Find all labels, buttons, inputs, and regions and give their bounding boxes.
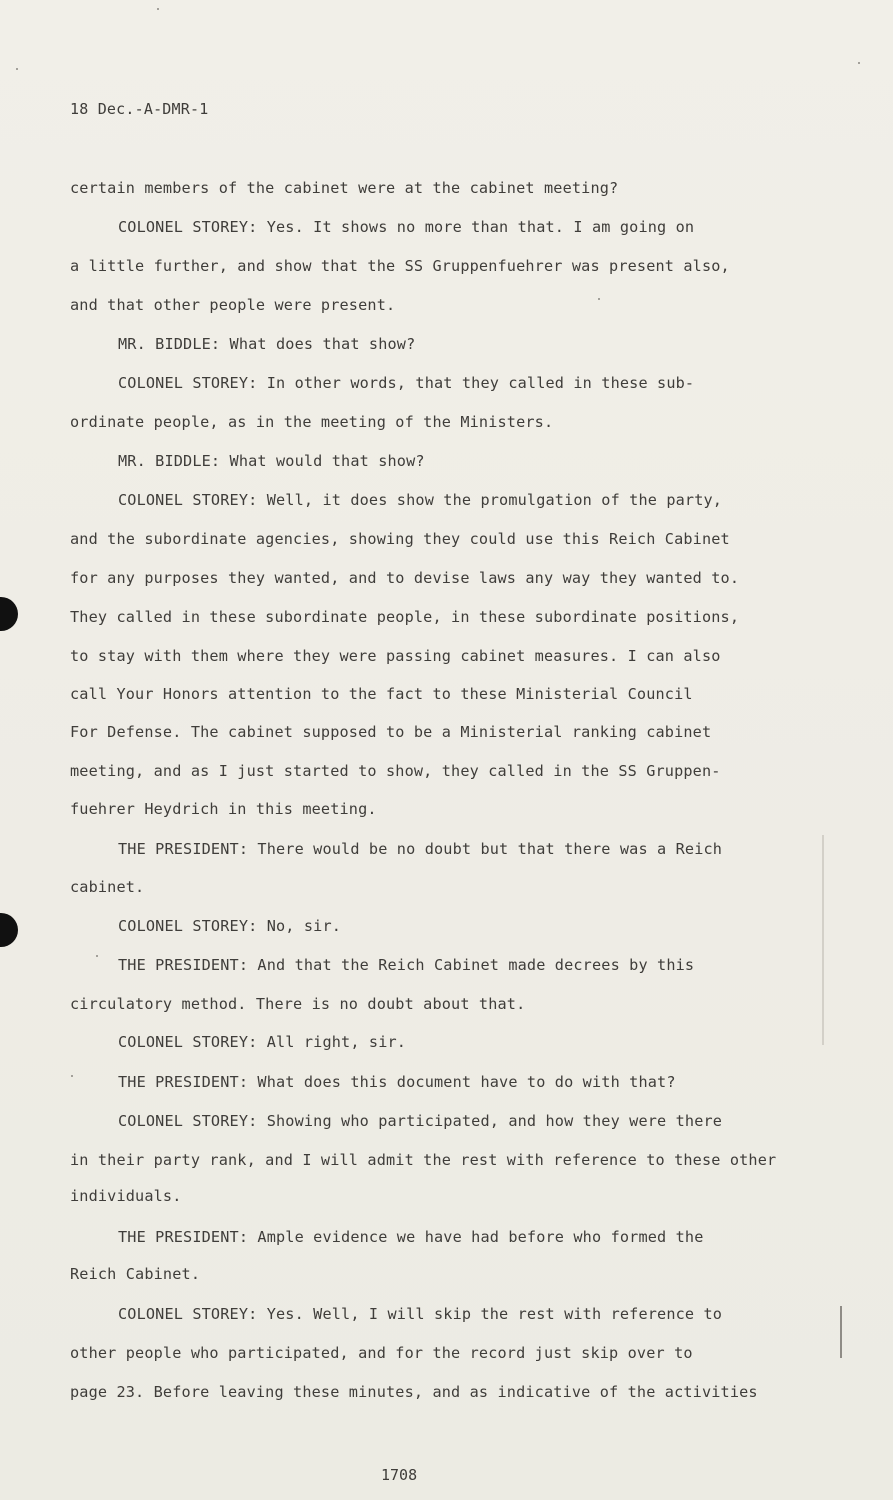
text-line: THE PRESIDENT: And that the Reich Cabinet made decrees by this xyxy=(118,956,695,974)
text-line: MR. BIDDLE: What would that show? xyxy=(118,452,425,470)
document-header: 18 Dec.-A-DMR-1 xyxy=(70,100,209,118)
text-line: COLONEL STOREY: Yes. It shows no more than that. I am going on xyxy=(118,218,695,236)
text-line: for any purposes they wanted, and to devise laws any way they wanted to. xyxy=(70,569,740,587)
text-line: meeting, and as I just started to show, they called in the SS Gruppen- xyxy=(70,762,721,780)
margin-mark xyxy=(822,835,824,1045)
text-line: certain members of the cabinet were at the cabinet meeting? xyxy=(70,179,619,197)
punch-hole xyxy=(0,913,18,947)
text-line: They called in these subordinate people, in these subordinate positions, xyxy=(70,608,740,626)
text-line: individuals. xyxy=(70,1187,182,1205)
punch-hole xyxy=(0,597,18,631)
paper-speck xyxy=(96,955,98,957)
text-line: COLONEL STOREY: Showing who participated, and how they were there xyxy=(118,1112,723,1130)
text-line: ordinate people, as in the meeting of the Ministers. xyxy=(70,413,554,431)
text-line: Reich Cabinet. xyxy=(70,1265,201,1283)
paper-speck xyxy=(157,8,159,10)
text-line: THE PRESIDENT: Ample evidence we have had before who formed the xyxy=(118,1228,704,1246)
text-line: and that other people were present. xyxy=(70,296,396,314)
text-line: MR. BIDDLE: What does that show? xyxy=(118,335,416,353)
text-line: in their party rank, and I will admit the rest with reference to these other xyxy=(70,1151,777,1169)
text-line: circulatory method. There is no doubt about that. xyxy=(70,995,526,1013)
text-line: fuehrer Heydrich in this meeting. xyxy=(70,800,377,818)
paper-speck xyxy=(16,68,18,70)
text-line: COLONEL STOREY: In other words, that they called in these sub- xyxy=(118,374,695,392)
text-line: a little further, and show that the SS Gruppenfuehrer was present also, xyxy=(70,257,730,275)
paper-speck xyxy=(858,62,860,64)
text-line: THE PRESIDENT: What does this document have to do with that? xyxy=(118,1073,676,1091)
text-line: THE PRESIDENT: There would be no doubt but that there was a Reich xyxy=(118,840,723,858)
text-line: call Your Honors attention to the fact to these Ministerial Council xyxy=(70,685,693,703)
text-line: cabinet. xyxy=(70,878,145,896)
paper-speck xyxy=(598,298,600,300)
text-line: COLONEL STOREY: Well, it does show the promulgation of the party, xyxy=(118,491,723,509)
text-line: page 23. Before leaving these minutes, and as indicative of the activities xyxy=(70,1383,758,1401)
text-line: other people who participated, and for the record just skip over to xyxy=(70,1344,693,1362)
text-line: COLONEL STOREY: All right, sir. xyxy=(118,1033,407,1051)
text-line: to stay with them where they were passing cabinet measures. I can also xyxy=(70,647,721,665)
paper-speck xyxy=(71,1075,73,1077)
text-line: and the subordinate agencies, showing they could use this Reich Cabinet xyxy=(70,530,730,548)
page-number: 1708 xyxy=(381,1466,418,1484)
text-line: COLONEL STOREY: No, sir. xyxy=(118,917,342,935)
text-line: For Defense. The cabinet supposed to be a Ministerial ranking cabinet xyxy=(70,723,712,741)
text-line: COLONEL STOREY: Yes. Well, I will skip the rest with reference to xyxy=(118,1305,723,1323)
margin-mark xyxy=(840,1306,842,1358)
